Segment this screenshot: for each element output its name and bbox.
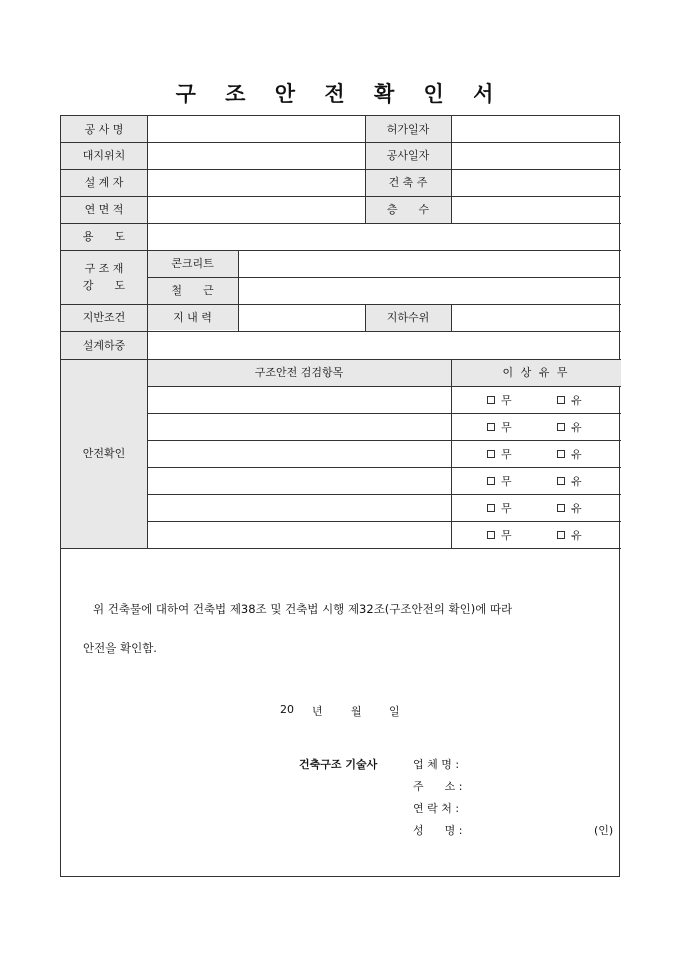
label-usage: 용 도 [82, 230, 126, 243]
label-designer: 설 계 자 [84, 176, 124, 189]
label-construction-date: 공사일자 [386, 149, 430, 162]
checkbox-yes[interactable] [557, 521, 582, 548]
date-year: 20 [280, 703, 294, 716]
checkbox-no-label: 무 [501, 528, 512, 542]
label-material-strength-line2: 강 도 [82, 279, 126, 292]
checkbox-square-icon[interactable] [487, 477, 495, 485]
header-check-items: 구조안전 검검항목 [254, 366, 344, 379]
checkbox-yes[interactable] [557, 440, 582, 467]
label-material-strength [61, 250, 147, 304]
check-item-row[interactable] [147, 413, 451, 440]
signer-role: 건축구조 기술사 [299, 758, 378, 771]
label-rebar: 철 근 [171, 284, 214, 297]
statement-line-2: 안전을 확인함. [83, 641, 157, 655]
check-item-row[interactable] [147, 521, 451, 548]
checkbox-square-icon[interactable] [557, 504, 565, 512]
label-contact: 연 락 처 : [413, 802, 460, 815]
checkbox-no-label: 무 [501, 501, 512, 515]
seal-mark: (인) [594, 824, 614, 837]
checkbox-square-icon[interactable] [487, 450, 495, 458]
label-ground-condition: 지반조건 [82, 311, 126, 324]
statement-line-1: 위 건축물에 대하여 건축법 제38조 및 건축법 시행 제32조(구조안전의 확인)에 따라 [93, 602, 513, 616]
checkbox-no[interactable] [487, 386, 512, 413]
checkbox-square-icon[interactable] [487, 504, 495, 512]
checkbox-yes-label: 유 [571, 420, 582, 434]
checkbox-yes-label: 유 [571, 528, 582, 542]
label-bearing-capacity: 지 내 력 [173, 311, 212, 324]
checkbox-square-icon[interactable] [557, 531, 565, 539]
checkbox-no[interactable] [487, 440, 512, 467]
checkbox-yes-label: 유 [571, 447, 582, 461]
checkbox-no[interactable] [487, 494, 512, 521]
label-owner: 건 축 주 [388, 176, 428, 189]
label-project-name: 공 사 명 [84, 122, 124, 136]
checkbox-square-icon[interactable] [557, 477, 565, 485]
checkbox-no[interactable] [487, 413, 512, 440]
check-item-row[interactable] [147, 494, 451, 521]
checkbox-yes-label: 유 [571, 393, 582, 407]
date-month-label: 월 [351, 705, 362, 718]
check-item-row[interactable] [147, 467, 451, 494]
label-safety-check: 안전확인 [82, 447, 126, 460]
date-year-label: 년 [312, 705, 323, 718]
checkbox-square-icon[interactable] [557, 450, 565, 458]
label-address: 주 소 : [413, 780, 463, 793]
label-site-location: 대지위치 [82, 149, 126, 162]
date-day-label: 일 [389, 705, 400, 718]
checkbox-yes[interactable] [557, 467, 582, 494]
checkbox-yes[interactable] [557, 494, 582, 521]
checkbox-no-label: 무 [501, 474, 512, 488]
checkbox-square-icon[interactable] [487, 423, 495, 431]
checkbox-no[interactable] [487, 467, 512, 494]
document-title: 구 조 안 전 확 인 서 [175, 81, 505, 106]
checkbox-square-icon[interactable] [557, 396, 565, 404]
label-company: 업 체 명 : [413, 758, 460, 771]
label-concrete: 콘크리트 [171, 257, 214, 270]
checkbox-no[interactable] [487, 521, 512, 548]
label-permit-date: 허가일자 [386, 122, 430, 136]
checkbox-no-label: 무 [501, 420, 512, 434]
checkbox-yes[interactable] [557, 386, 582, 413]
checkbox-yes-label: 유 [571, 474, 582, 488]
checkbox-square-icon[interactable] [487, 531, 495, 539]
check-item-row[interactable] [147, 440, 451, 467]
form-frame [60, 115, 620, 877]
checkbox-square-icon[interactable] [487, 396, 495, 404]
label-material-strength-line1: 구 조 재 [84, 262, 124, 275]
label-floors: 층 수 [386, 203, 430, 216]
checkbox-no-label: 무 [501, 447, 512, 461]
checkbox-square-icon[interactable] [557, 423, 565, 431]
label-groundwater: 지하수위 [386, 311, 430, 324]
checkbox-yes[interactable] [557, 413, 582, 440]
label-name: 성 명 : [413, 824, 463, 837]
header-anomaly-status: 이 상 유 무 [502, 366, 570, 379]
check-item-row[interactable] [147, 386, 451, 413]
checkbox-no-label: 무 [501, 393, 512, 407]
label-design-load: 설계하중 [82, 338, 126, 352]
checkbox-yes-label: 유 [571, 501, 582, 515]
label-floor-area: 연 면 적 [84, 203, 124, 216]
